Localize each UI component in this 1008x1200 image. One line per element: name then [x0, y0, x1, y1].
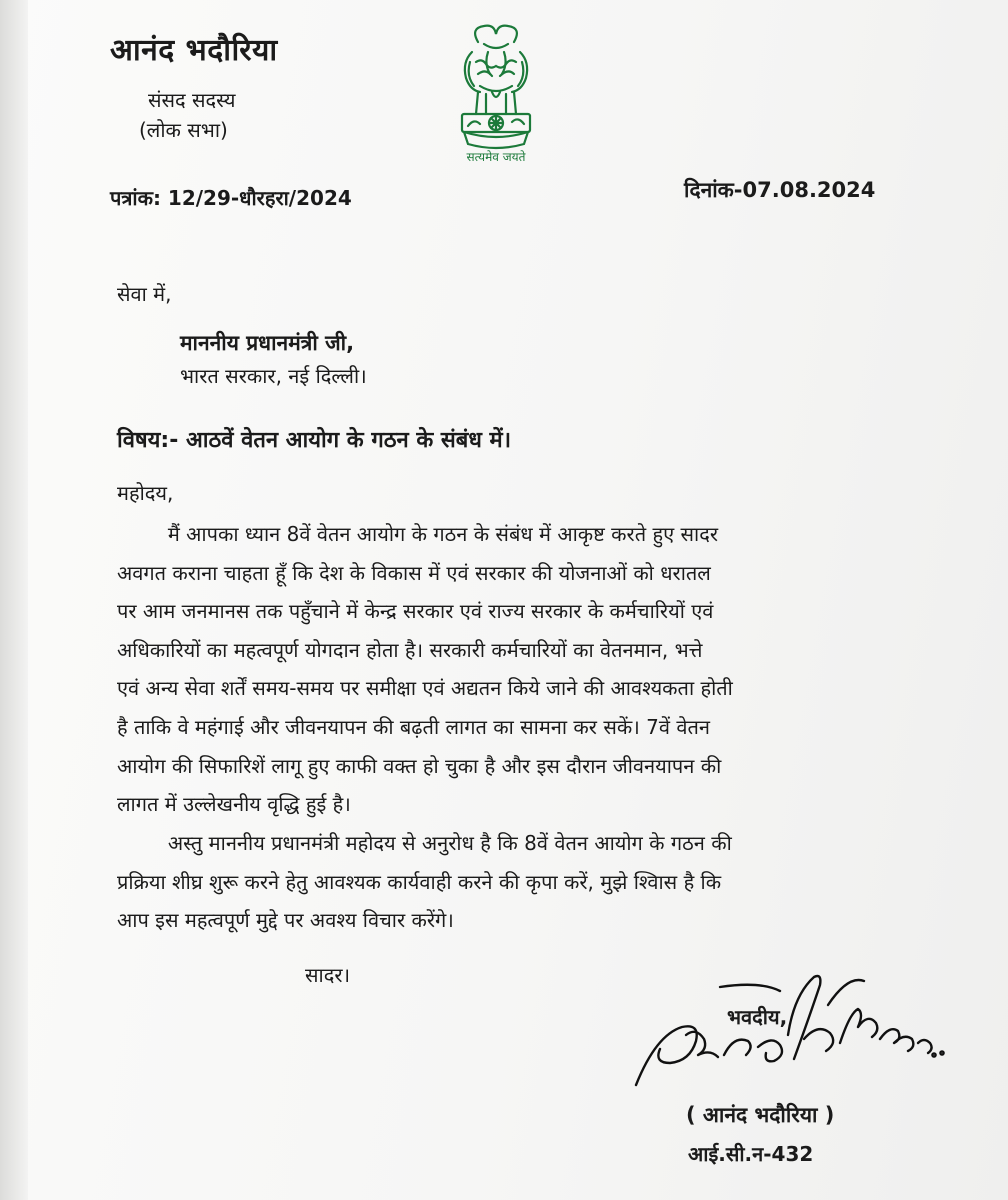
body-line: मैं आपका ध्यान 8वें वेतन आयोग के गठन के संबंध में आकृष्ट करते हुए सादर: [117, 522, 719, 546]
body-line: प्रक्रिया शीघ्र शुरू करने हेतु आवश्यक कार्यवाही करने की कृपा करें, मुझे श्विास है कि: [117, 869, 722, 894]
letter-reference-number: पत्रांक: 12/29-धौरहरा/2024: [110, 186, 352, 210]
body-line: है ताकि वे महंगाई और जीवनयापन की बढ़ती लागत का सामना कर सकें। 7वें वेतन: [117, 714, 710, 739]
sender-house: (लोक सभा): [139, 118, 228, 142]
body-line: लागत में उल्लेखनीय वृद्धि हुई है।: [117, 792, 351, 817]
body-line: अवगत कराना चाहता हूँ कि देश के विकास में एवं सरकार की योजनाओं को धरातल: [117, 560, 711, 585]
body-line: आयोग की सिफारिशें लागू हुए काफी वक्त हो चुका है और इस दौरान जीवनयापन की: [117, 753, 722, 778]
salutation: महोदय,: [117, 481, 174, 505]
sender-designation: संसद सदस्य: [148, 88, 236, 112]
national-motto: सत्यमेव जयते: [466, 150, 526, 164]
closing-sadar: सादर।: [305, 963, 351, 987]
signatory-name: ( आनंद भदौरिया ): [686, 1103, 835, 1127]
body-line: पर आम जनमानस तक पहुँचाने में केन्द्र सरकार एवं राज्य सरकार के कर्मचारियों एवं: [117, 599, 714, 624]
closing-yours: भवदीय,: [727, 1005, 788, 1029]
letter-date: दिनांक-07.08.2024: [684, 178, 876, 202]
handwritten-signature-icon: [628, 965, 958, 1095]
body-paragraph-1: [117, 515, 917, 824]
body-line: आप इस महत्वपूर्ण मुद्दे पर अवश्य विचार करेंगे।: [117, 908, 454, 933]
body-paragraph-2: [117, 824, 917, 940]
recipient-address: भारत सरकार, नई दिल्ली।: [180, 364, 367, 388]
recipient-title: माननीय प्रधानमंत्री जी,: [180, 331, 355, 355]
recipient-to: सेवा में,: [117, 282, 172, 306]
letter-subject: विषय:- आठवें वेतन आयोग के गठन के संबंध में।: [117, 428, 512, 453]
body-line: एवं अन्य सेवा शर्तें समय-समय पर समीक्षा एवं अद्यतन किये जाने की आवश्यकता होती: [117, 676, 733, 701]
signatory-code: आई.सी.न-432: [688, 1142, 814, 1166]
page-shadow-edge: [0, 0, 28, 1200]
body-line: अधिकारियों का महत्वपूर्ण योगदान होता है। सरकारी कर्मचारियों का वेतनमान, भत्ते: [117, 637, 703, 662]
body-line: अस्तु माननीय प्रधानमंत्री महोदय से अनुरोध है कि 8वें वेतन आयोग के गठन की: [117, 831, 732, 855]
sender-name: आनंद भदौरिया: [110, 33, 278, 68]
